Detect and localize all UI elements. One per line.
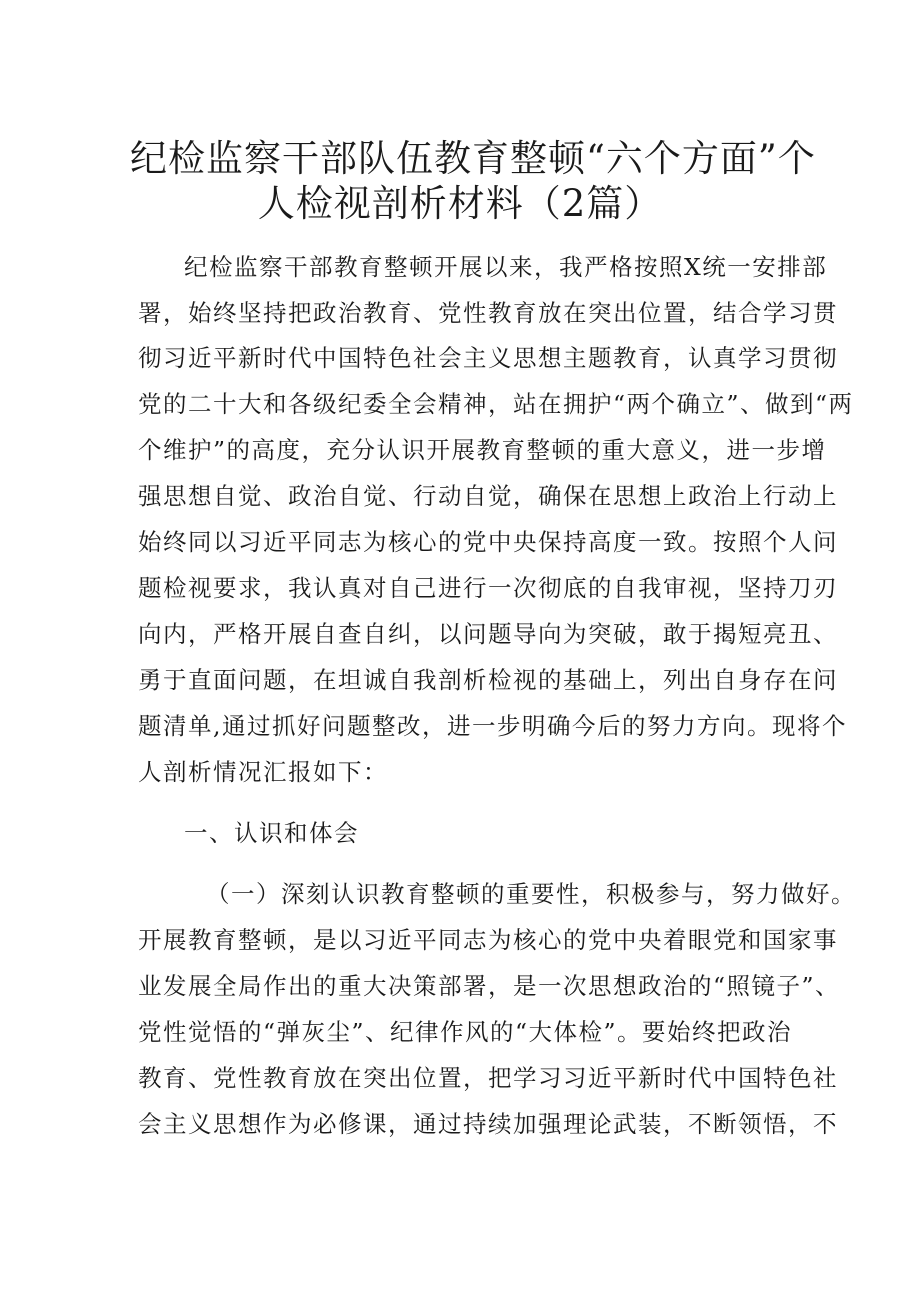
paragraph-line: 题检视要求，我认真对自己进行一次彻底的自我审视，坚持刀刃 [138,574,838,602]
paragraph-line: 题清单,通过抓好问题整改，进一步明确今后的努力方向。现将个 [138,712,847,740]
paragraph-line: 个维护”的高度，充分认识开展教育整顿的重大意义，进一步增 [138,436,827,464]
paragraph-line: 强思想自觉、政治自觉、行动自觉，确保在思想上政治上行动上 [138,482,838,510]
paragraph-line: 彻习近平新时代中国特色社会主义思想主题教育，认真学习贯彻 [138,344,838,372]
paragraph-line: 始终同以习近平同志为核心的党中央保持高度一致。按照个人问 [138,528,838,556]
paragraph-line: 署，始终坚持把政治教育、党性教育放在突出位置，结合学习贯 [138,299,838,327]
title-line: 纪检监察干部队伍教育整顿“六个方面”个 [130,137,816,180]
paragraph-line: 纪检监察干部教育整顿开展以来，我严格按照X统一安排部 [184,253,828,281]
paragraph-line: 党的二十大和各级纪委全会精神，站在拥护“两个确立”、做到“两 [138,390,854,418]
paragraph-line: 向内，严格开展自查自纠，以问题导向为突破，敢于揭短亮丑、 [138,620,838,648]
paragraph-line: 党性觉悟的“弹灰尘”、纪律作风的“大体检”。要始终把政治 [138,1018,793,1046]
paragraph-line: 会主义思想作为必修课，通过持续加强理论武装，不断领悟，不 [138,1110,838,1138]
document-title [130,136,816,226]
paragraph-line: 勇于直面问题，在坦诚自我剖析检视的基础上，列出自身存在问 [138,666,838,694]
title-line: 人检视剖析材料（2篇） [257,182,663,225]
paragraph-line: 教育、党性教育放在突出位置，把学习习近平新时代中国特色社 [138,1064,838,1092]
paragraph-line: 业发展全局作出的重大决策部署，是一次思想政治的“照镜子”、 [138,972,841,1000]
section-heading: 一、认识和体会 [184,819,359,847]
paragraph-line: 开展教育整顿，是以习近平同志为核心的党中央着眼党和国家事 [138,926,838,954]
paragraph-line: 人剖析情况汇报如下： [138,758,388,786]
paragraph-line: （一）深刻认识教育整顿的重要性，积极参与，努力做好。 [206,880,856,908]
